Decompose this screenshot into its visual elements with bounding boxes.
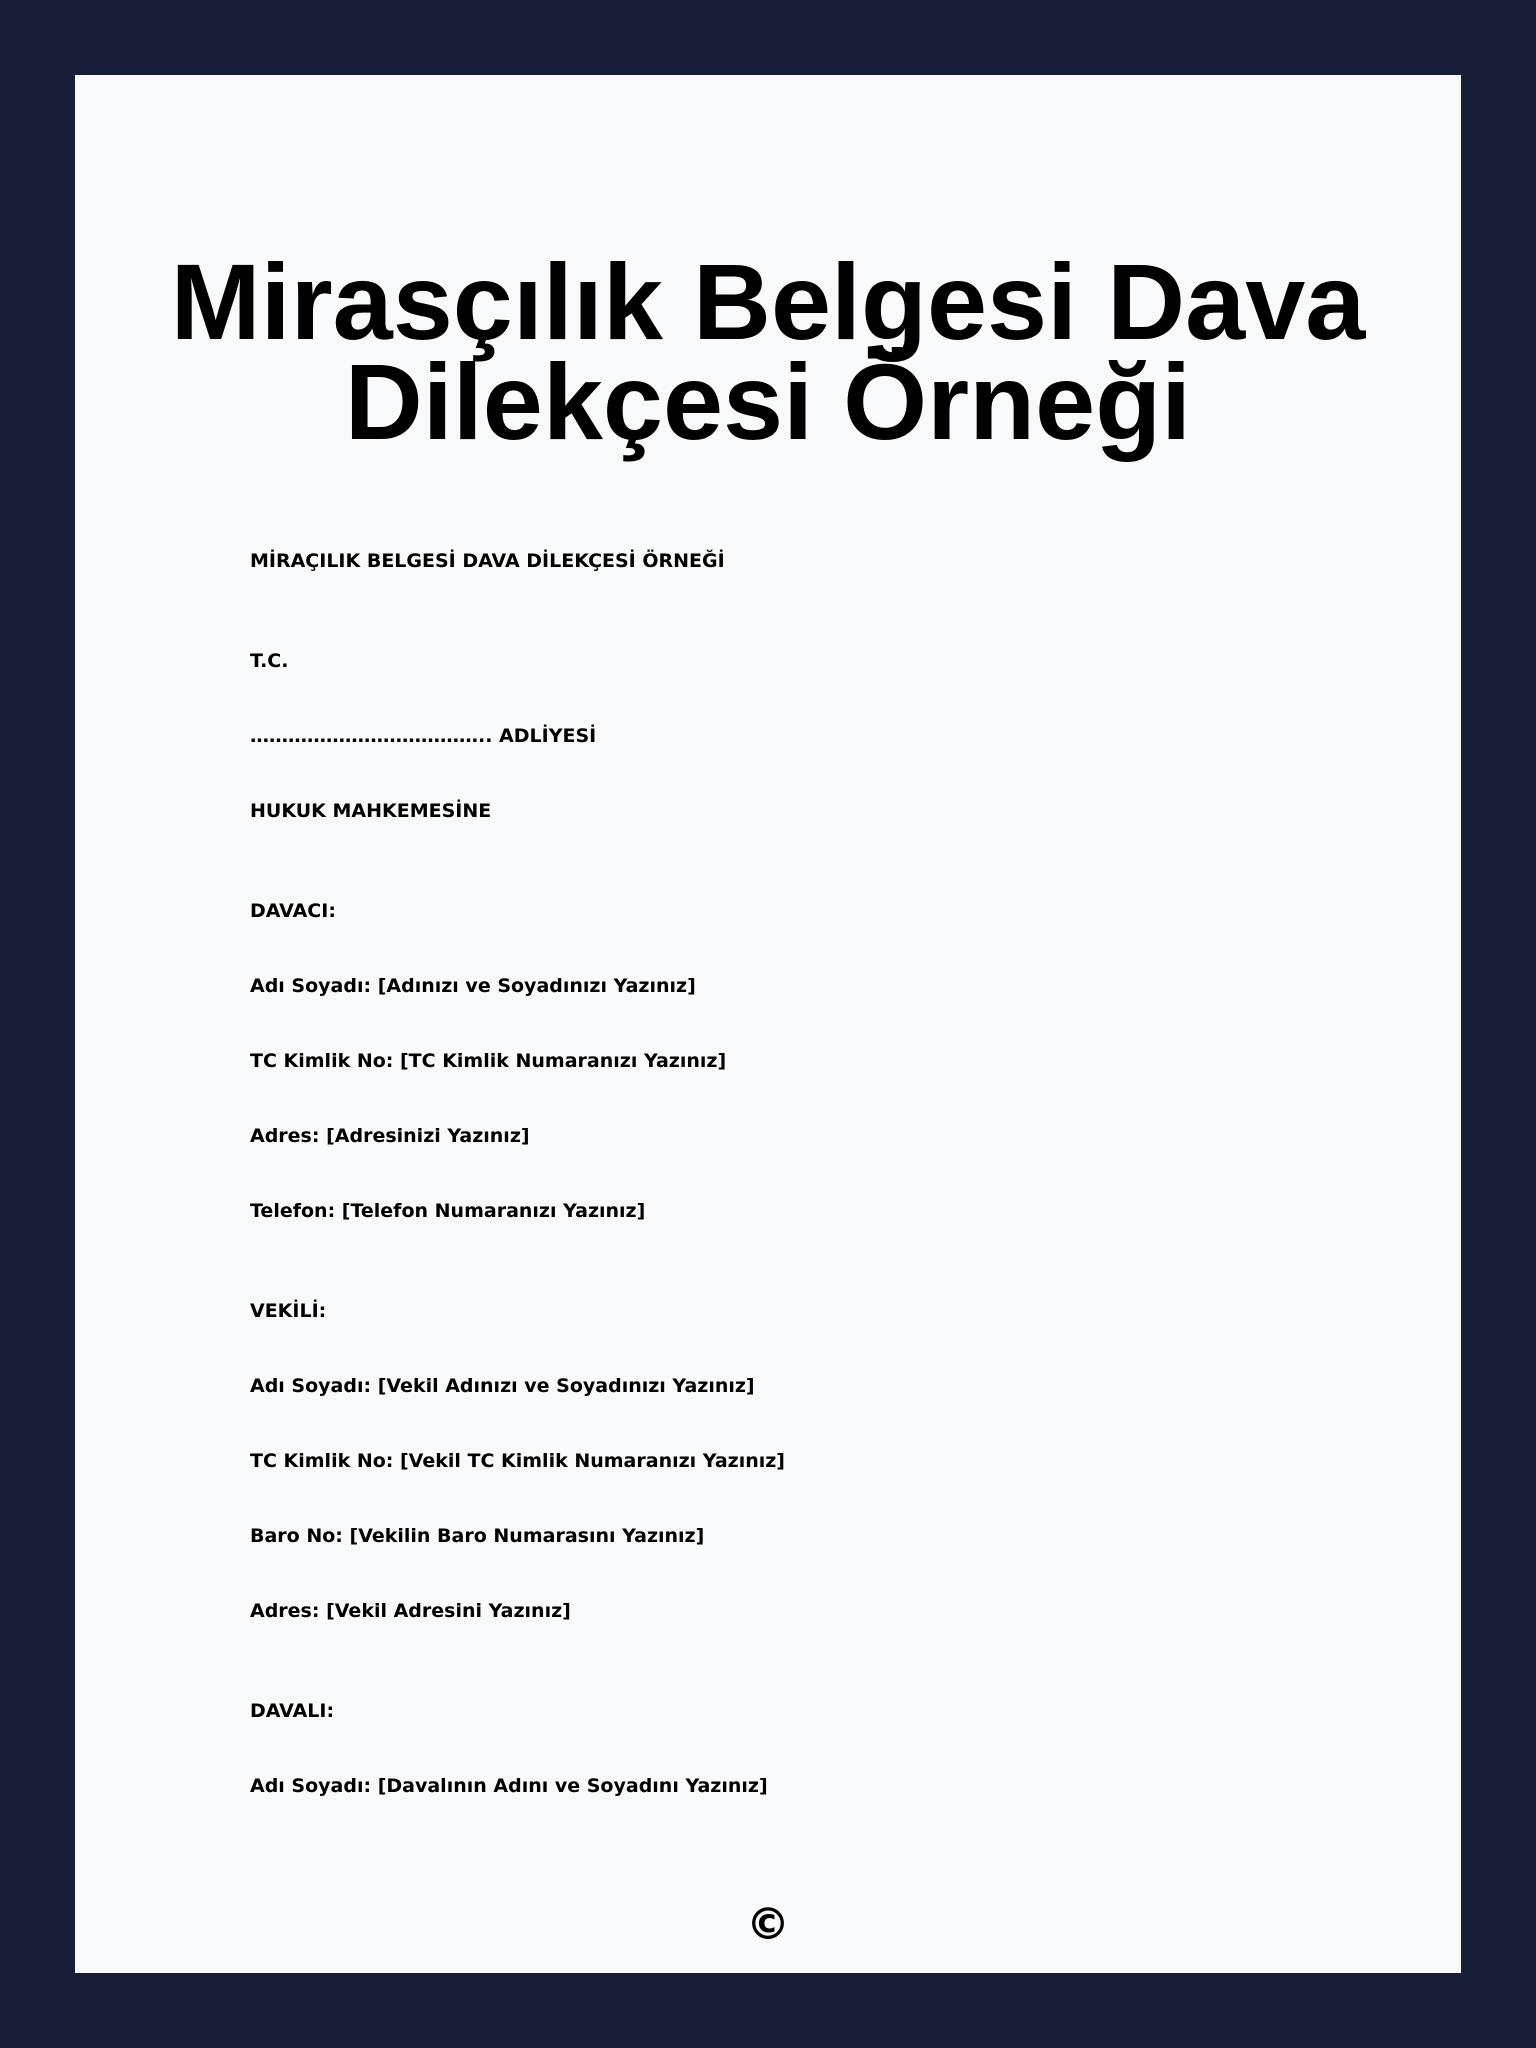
vekili-adres: Adres: [Vekil Adresini Yazınız] (250, 1600, 571, 1622)
court-adliye: ……………………………….. ADLİYESİ (250, 725, 597, 747)
document-page (75, 75, 1461, 1973)
copyright-icon: © (746, 1899, 790, 1950)
court-tc: T.C. (250, 650, 289, 672)
davaci-label: DAVACI: (250, 900, 336, 922)
davaci-ad-soyad: Adı Soyadı: [Adınızı ve Soyadınızı Yazınız] (250, 975, 696, 997)
vekili-baro-no: Baro No: [Vekilin Baro Numarasını Yazınız] (250, 1525, 705, 1547)
document-title-line-2: Dilekçesi Örneği (344, 341, 1192, 462)
davali-ad-soyad: Adı Soyadı: [Davalının Adını ve Soyadını Yazınız] (250, 1775, 768, 1797)
davaci-telefon: Telefon: [Telefon Numaranızı Yazınız] (250, 1200, 646, 1222)
vekili-label: VEKİLİ: (250, 1300, 327, 1322)
davaci-adres: Adres: [Adresinizi Yazınız] (250, 1125, 530, 1147)
davali-label: DAVALI: (250, 1700, 335, 1722)
vekili-ad-soyad: Adı Soyadı: [Vekil Adınızı ve Soyadınızı Yazınız] (250, 1375, 755, 1397)
petition-heading: MİRAÇILIK BELGESİ DAVA DİLEKÇESİ ÖRNEĞİ (250, 550, 725, 572)
vekili-tc-no: TC Kimlik No: [Vekil TC Kimlik Numaranızı Yazınız] (250, 1450, 785, 1472)
court-mahkeme: HUKUK MAHKEMESİNE (250, 800, 492, 822)
davaci-tc-no: TC Kimlik No: [TC Kimlik Numaranızı Yazınız] (250, 1050, 727, 1072)
document-title (75, 241, 1461, 462)
document-title-line-1: Mirasçılık Belgesi Dava (170, 241, 1366, 362)
